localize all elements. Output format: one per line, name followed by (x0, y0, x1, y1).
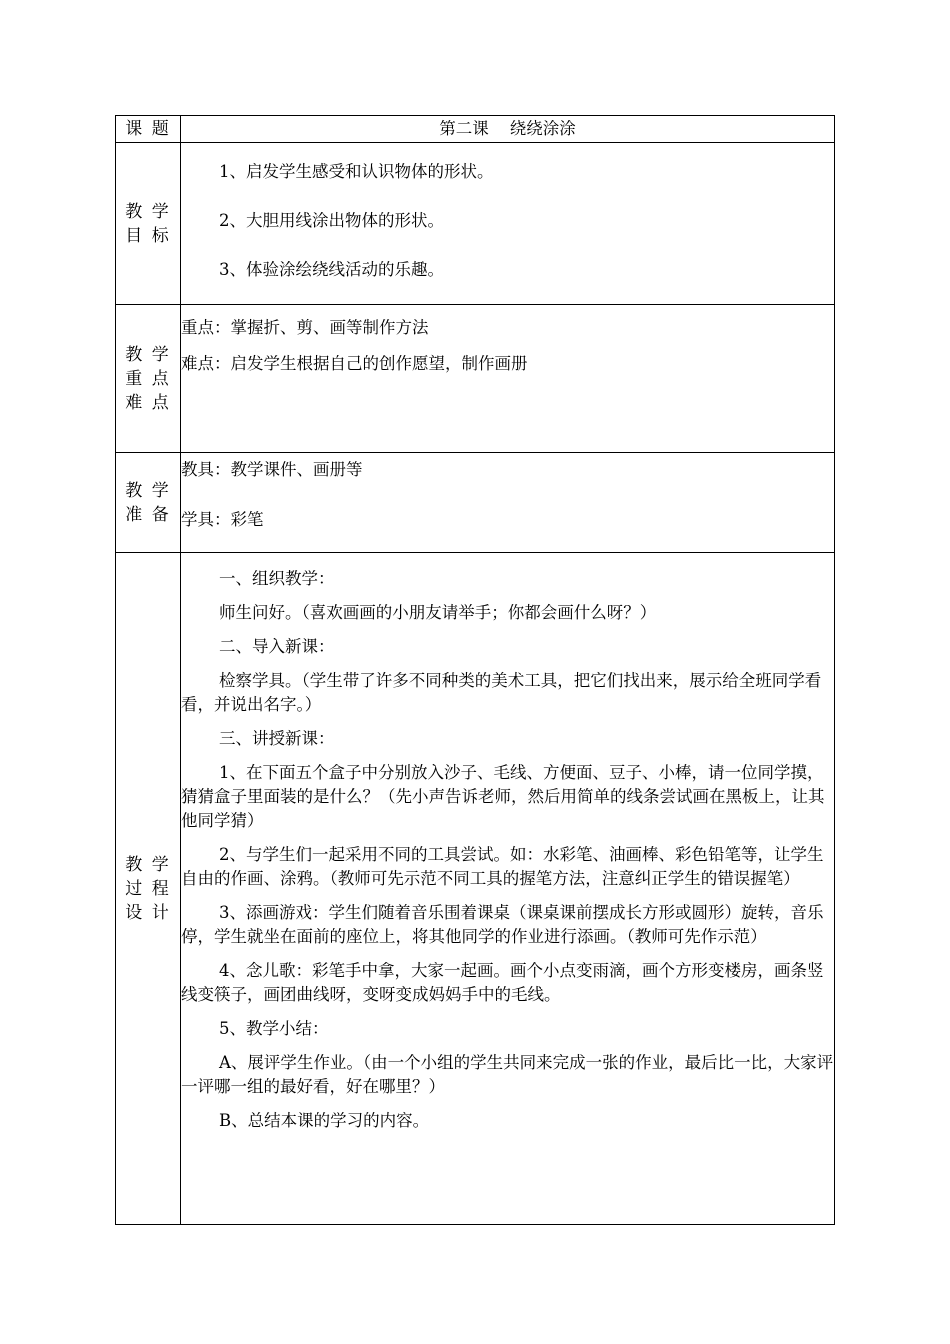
process-paragraph: 检察学具。（学生带了许多不同种类的美术工具，把它们找出来，展示给全班同学看看，并说出名字。） (181, 671, 822, 714)
objective-item: 3、体验涂绘绕线活动的乐趣。 (219, 260, 444, 279)
difficulty-text: 难点：启发学生根据自己的创作愿望，制作画册 (181, 354, 528, 373)
process-paragraph: 二、导入新课： (219, 637, 335, 656)
preparation-label (116, 453, 181, 553)
process-paragraph: 一、组织教学： (219, 569, 335, 588)
process-paragraph: 师生问好。（喜欢画画的小朋友请举手；你都会画什么呀？） (219, 603, 657, 622)
teacher-tools: 教具：教学课件、画册等 (181, 460, 363, 479)
process-paragraph: 3、添画游戏：学生们随着音乐围着课桌（课桌课前摆成长方形或圆形）旋转，音乐停，学生就坐在面前的座位上，将其他同学的作业进行添画。（教师可先作示范） (181, 903, 824, 946)
key-points-label (116, 305, 181, 453)
preparation-row (116, 453, 835, 553)
objectives-label (116, 143, 181, 305)
title-row (116, 116, 835, 143)
key-points-row (116, 305, 835, 453)
preparation-content (181, 453, 835, 553)
process-paragraph: 1、在下面五个盒子中分别放入沙子、毛线、方便面、豆子、小棒，请一位同学摸，猜猜盒子里面装的是什么？（先小声告诉老师，然后用简单的线条尝试画在黑板上，让其他同学猜） (181, 763, 825, 830)
process-paragraph: 4、念儿歌：彩笔手中拿，大家一起画。画个小点变雨滴，画个方形变楼房，画条竖线变筷子，画团曲线呀，变呀变成妈妈手中的毛线。 (181, 961, 824, 1004)
process-paragraph: 5、教学小结： (219, 1019, 329, 1038)
key-points-label-line3: 难 点 (125, 392, 171, 413)
process-paragraph: A、展评学生作业。（由一个小组的学生共同来完成一张的作业，最后比一比，大家评一评哪一组的最好看，好在哪里？） (181, 1053, 834, 1096)
key-points-content (181, 305, 835, 453)
process-row (116, 553, 835, 1225)
key-points-label-line2: 重 点 (125, 368, 171, 389)
process-paragraph: 2、与学生们一起采用不同的工具尝试。如：水彩笔、油画棒、彩色铅笔等，让学生自由的作画、涂鸦。（教师可先示范不同工具的握笔方法，注意纠正学生的错误握笔） (181, 845, 824, 888)
topic-label: 课 题 (116, 116, 181, 143)
lesson-title: 第二课 绕绕涂涂 (181, 116, 835, 143)
key-points-label-line1: 教 学 (125, 344, 171, 365)
preparation-label-line2: 准 备 (125, 504, 171, 525)
process-label-line3: 设 计 (125, 902, 171, 923)
focus-text: 重点：掌握折、剪、画等制作方法 (181, 318, 429, 337)
objectives-label-line1: 教 学 (125, 201, 171, 222)
preparation-label-line1: 教 学 (125, 480, 171, 501)
process-label-line2: 过 程 (125, 878, 171, 899)
process-paragraph: B、总结本课的学习的内容。 (219, 1111, 430, 1130)
student-tools: 学具：彩笔 (181, 510, 264, 529)
objective-item: 1、启发学生感受和认识物体的形状。 (219, 162, 494, 181)
process-label-line1: 教 学 (125, 854, 171, 875)
objectives-content (181, 143, 835, 305)
objectives-label-line2: 目 标 (125, 225, 171, 246)
objectives-row (116, 143, 835, 305)
objective-item: 2、大胆用线涂出物体的形状。 (219, 211, 444, 230)
lesson-plan-table (115, 115, 835, 1225)
process-label (116, 553, 181, 1225)
process-content (181, 553, 835, 1225)
process-paragraph: 三、讲授新课： (219, 729, 335, 748)
